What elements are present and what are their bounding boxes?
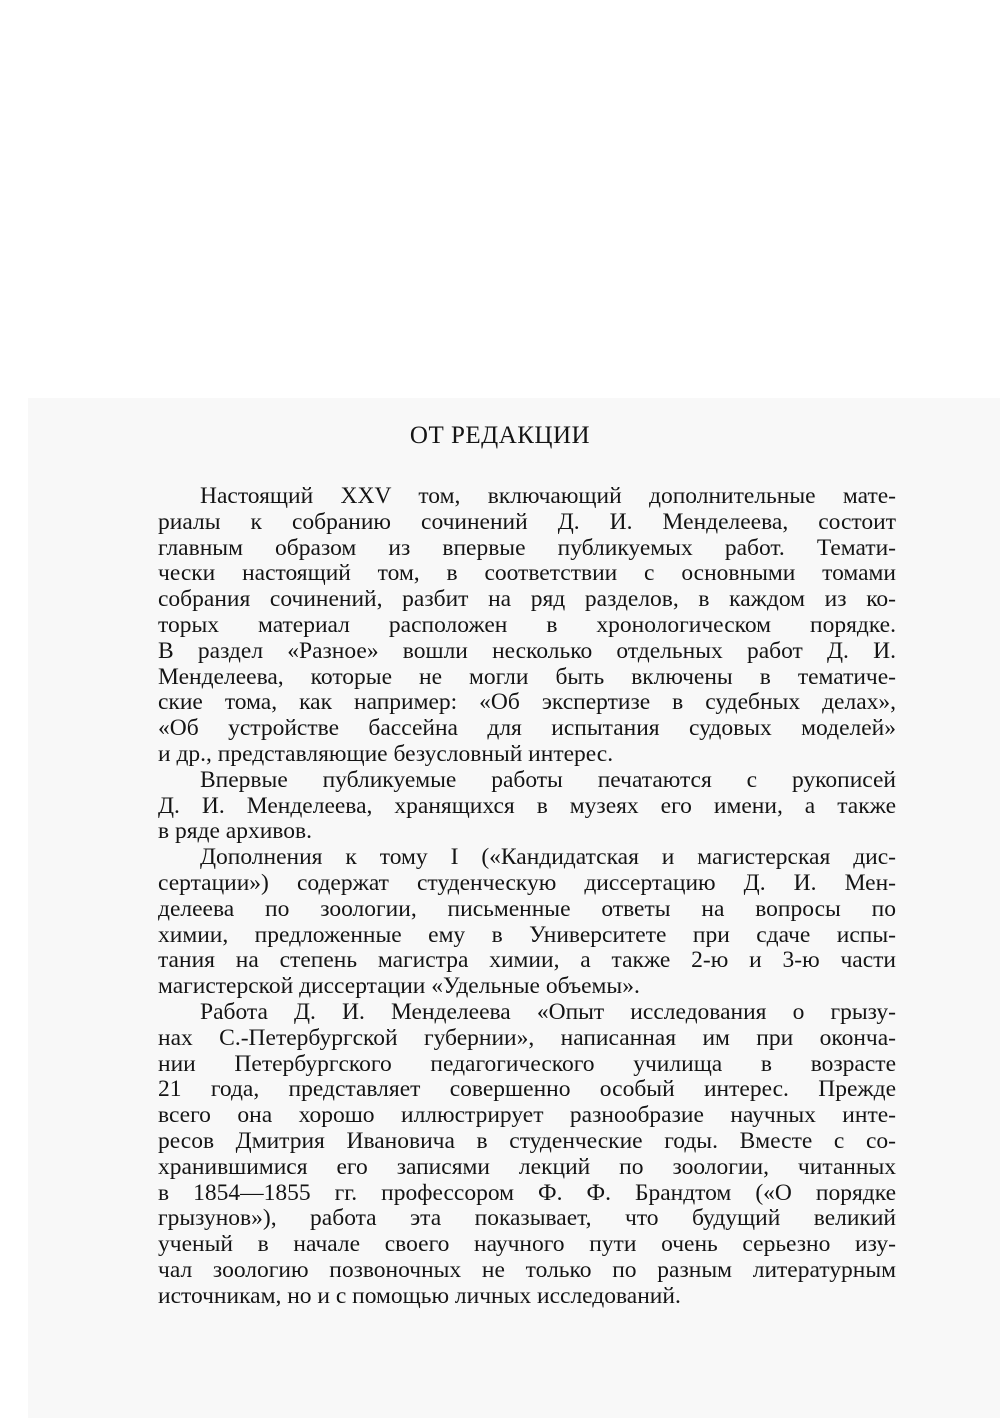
text-line: 21 года, представляет совершенно особый интерес. Прежде	[158, 1076, 896, 1103]
text-line: магистерской диссертации «Удельные объемы».	[158, 973, 640, 1000]
paragraph-2	[158, 768, 896, 845]
text-line: нах С.-Петербургской губернии», написанная им при оконча-	[158, 1024, 896, 1051]
text-line: главным образом из впервые публикуемых работ. Темати-	[158, 534, 896, 561]
text-line: всего она хорошо иллюстрирует разнообразие научных инте-	[158, 1102, 896, 1129]
text-line: хранившимися его записями лекций по зоологии, читанных	[158, 1153, 896, 1180]
text-line: Дополнения к тому I («Кандидатская и магистерская дис-	[200, 844, 896, 871]
section-heading: ОТ РЕДАКЦИИ	[409, 422, 591, 449]
paragraph-3	[158, 845, 896, 1000]
text-line: сертации») содержат студенческую диссертацию Д. И. Мен-	[158, 869, 896, 896]
text-line: «Об устройстве бассейна для испытания судовых моделей»	[158, 715, 896, 742]
text-line: ученый в начале своего научного пути очень серьезно изу-	[158, 1231, 896, 1258]
text-line: грызунов»), работа эта показывает, что будущий великий	[158, 1205, 896, 1232]
text-line: источникам, но и с помощью личных исследований.	[158, 1282, 681, 1309]
text-line: Д. И. Менделеева, хранящихся в музеях его имени, а также	[158, 792, 896, 819]
text-line: Менделеева, которые не могли быть включены в тематиче-	[158, 663, 896, 690]
text-line: ские тома, как например: «Об экспертизе в судебных делах»,	[158, 689, 896, 716]
body-text	[158, 484, 896, 1310]
text-line: риалы к собранию сочинений Д. И. Менделеева, состоит	[158, 508, 896, 535]
text-line: тания на степень магистра химии, а также 2-ю и 3-ю части	[158, 947, 896, 974]
text-line: чал зоологию позвоночных не только по разным литературным	[158, 1256, 896, 1283]
text-line: в 1854—1855 гг. профессором Ф. Ф. Брандтом («О порядке	[158, 1179, 896, 1206]
paragraph-1	[158, 484, 896, 768]
text-line: Настоящий XXV том, включающий дополнительные мате-	[200, 483, 896, 509]
text-line: В раздел «Разное» вошли несколько отдельных работ Д. И.	[158, 637, 896, 664]
paragraph-4	[158, 1000, 896, 1310]
text-line: в ряде архивов.	[158, 818, 312, 845]
text-line: чески настоящий том, в соответствии с основными томами	[158, 560, 896, 587]
text-line: ресов Дмитрия Ивановича в студенческие годы. Вместе с со-	[158, 1127, 896, 1154]
text-line: химии, предложенные ему в Университете при сдаче испы-	[158, 921, 896, 948]
text-line: торых материал расположен в хронологическом порядке.	[158, 611, 896, 638]
text-line: и др., представляющие безусловный интерес.	[158, 740, 614, 767]
text-line: делеева по зоологии, письменные ответы на вопросы по	[158, 895, 896, 922]
text-line: собрания сочинений, разбит на ряд разделов, в каждом из ко-	[158, 586, 896, 613]
text-line: Впервые публикуемые работы печатаются с рукописей	[200, 766, 896, 793]
text-line: нии Петербургского педагогического училища в возрасте	[158, 1050, 896, 1077]
text-line: Работа Д. И. Менделеева «Опыт исследования о грызу-	[200, 998, 896, 1025]
